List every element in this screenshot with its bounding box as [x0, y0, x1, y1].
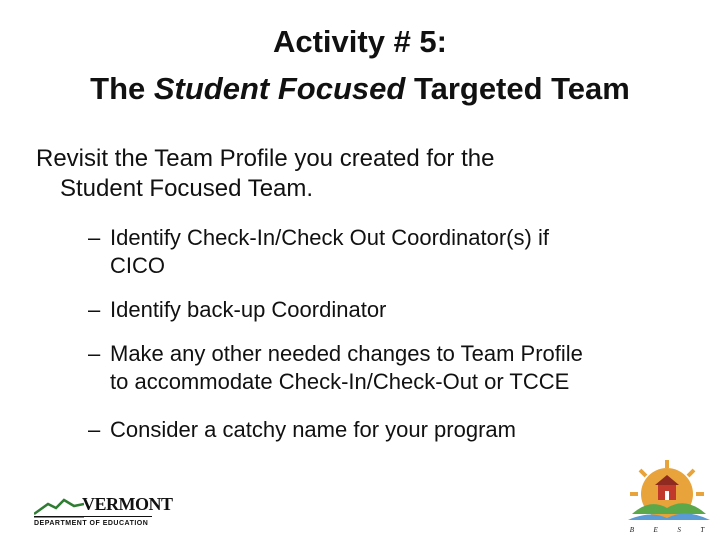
best-letter: E: [653, 526, 658, 534]
title-line-2: [0, 65, 720, 112]
vermont-dept: DEPARTMENT OF EDUCATION: [34, 520, 149, 527]
logo-divider: [34, 516, 152, 517]
sub-bullet-4-line-1: Consider a catchy name for your program: [110, 417, 516, 442]
slide-title: [0, 18, 720, 112]
sub-bullet-dash: –: [88, 297, 101, 322]
main-bullet: [36, 144, 676, 204]
sub-bullet-1-line-2: CICO: [110, 253, 165, 278]
vermont-name: VERMONT: [82, 494, 173, 514]
main-bullet-line-2: Student Focused Team.: [60, 175, 314, 202]
best-letter: B: [629, 526, 635, 534]
sub-bullet-3-line-1: Make any other needed changes to Team Profile: [110, 341, 583, 366]
title-line-2-post: Targeted Team: [405, 71, 630, 106]
best-letter: S: [677, 526, 681, 534]
sub-bullet-dash: –: [88, 417, 101, 442]
title-line-1: Activity # 5:: [272, 24, 447, 59]
title-line-2-italic: Student Focused: [153, 71, 406, 106]
sub-bullet-dash: –: [88, 341, 101, 366]
sub-bullet-3-line-2: to accommodate Check-In/Check-Out or TCCE: [110, 369, 570, 394]
sub-bullet-1: [88, 224, 688, 280]
best-logo: [620, 458, 714, 538]
sub-bullet-1-line-1: Identify Check-In/Check Out Coordinator(s) if: [110, 225, 549, 250]
best-letter: T: [700, 526, 705, 534]
sub-bullet-2: [88, 296, 688, 324]
mountain-icon: [34, 496, 84, 518]
schoolhouse-sun-icon: [620, 458, 714, 526]
main-bullet-line-1: Revisit the Team Profile you created for the: [36, 145, 495, 172]
sub-bullet-3: [88, 340, 688, 396]
best-letters: [620, 526, 714, 534]
sub-bullet-4: [88, 416, 688, 444]
title-line-2-pre: The: [90, 71, 154, 106]
vermont-doe-logo: [34, 494, 173, 536]
sub-bullet-dash: –: [88, 225, 101, 250]
sub-bullet-2-line-1: Identify back-up Coordinator: [110, 297, 387, 322]
